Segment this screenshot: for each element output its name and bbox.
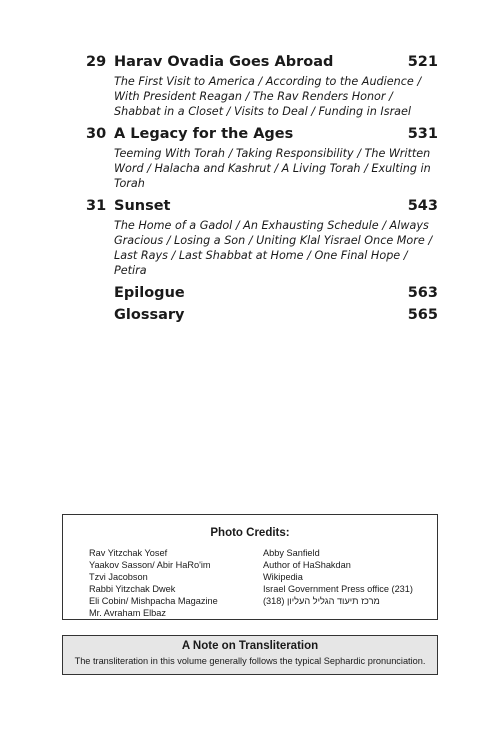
- chapter-subsections: Teeming With Torah / Taking Responsibility / The Written Word / Halacha and Kashrut / A Living Torah / Exulting in Torah: [114, 147, 431, 190]
- back-matter-page: 565: [407, 307, 438, 323]
- credit-item: Rabbi Yitzchak Dwek: [89, 584, 176, 594]
- photo-credits-title: Photo Credits:: [210, 527, 290, 539]
- transliteration-note-text: The transliteration in this volume generally follows the typical Sephardic pronunciation.: [74, 656, 426, 666]
- chapter-title: Harav Ovadia Goes Abroad: [114, 54, 334, 70]
- photo-credits-right-column: [263, 547, 413, 607]
- chapter-number: 31: [86, 198, 107, 214]
- photo-credits-box: [62, 514, 438, 620]
- back-matter-title: Glossary: [114, 307, 185, 323]
- chapter-number: 30: [86, 126, 107, 142]
- toc-entry-29: [86, 52, 438, 119]
- credit-item: Yaakov Sasson/ Abir HaRo'im: [89, 560, 211, 570]
- chapter-subsections: The Home of a Gadol / An Exhausting Schedule / Always Gracious / Losing a Son / Uniting Klal Yisrael Once More / Last Rays / Last Shabbat at Home / One Final Hope / Petira: [114, 219, 433, 277]
- toc-entry-glossary: [86, 305, 438, 325]
- credit-item: Mr. Avraham Elbaz: [89, 608, 166, 618]
- credit-item: Wikipedia: [263, 572, 303, 582]
- chapter-page: 531: [407, 126, 438, 142]
- transliteration-note-box: [62, 635, 438, 675]
- back-matter-title: Epilogue: [114, 285, 185, 301]
- credit-item: Tzvi Jacobson: [89, 572, 148, 582]
- chapter-page: 543: [407, 198, 438, 214]
- table-of-contents: [86, 52, 438, 327]
- credit-item: Eli Cobin/ Mishpacha Magazine: [89, 596, 218, 606]
- transliteration-note-title: A Note on Transliteration: [181, 640, 319, 652]
- chapter-page: 521: [407, 54, 438, 70]
- credit-item: Israel Government Press office (231): [263, 584, 413, 594]
- toc-entry-31: [86, 196, 438, 278]
- toc-entry-30: [86, 124, 438, 191]
- back-matter-page: 563: [407, 285, 438, 301]
- credit-item: Abby Sanfield: [263, 548, 320, 558]
- credit-item: Rav Yitzchak Yosef: [89, 548, 168, 558]
- photo-credits-left-column: [89, 547, 218, 619]
- toc-entry-epilogue: [86, 283, 438, 303]
- chapter-title: A Legacy for the Ages: [114, 126, 294, 142]
- credit-item: (318) מרכז תיעוד הגליל העליון: [263, 596, 380, 606]
- chapter-number: 29: [86, 54, 107, 70]
- chapter-title: Sunset: [114, 198, 171, 214]
- chapter-subsections: The First Visit to America / According to the Audience / With President Reagan / The Rav Renders Honor / Shabbat in a Closet / Visits to Deal / Funding in Israel: [114, 75, 422, 118]
- credit-item: Author of HaShakdan: [263, 560, 351, 570]
